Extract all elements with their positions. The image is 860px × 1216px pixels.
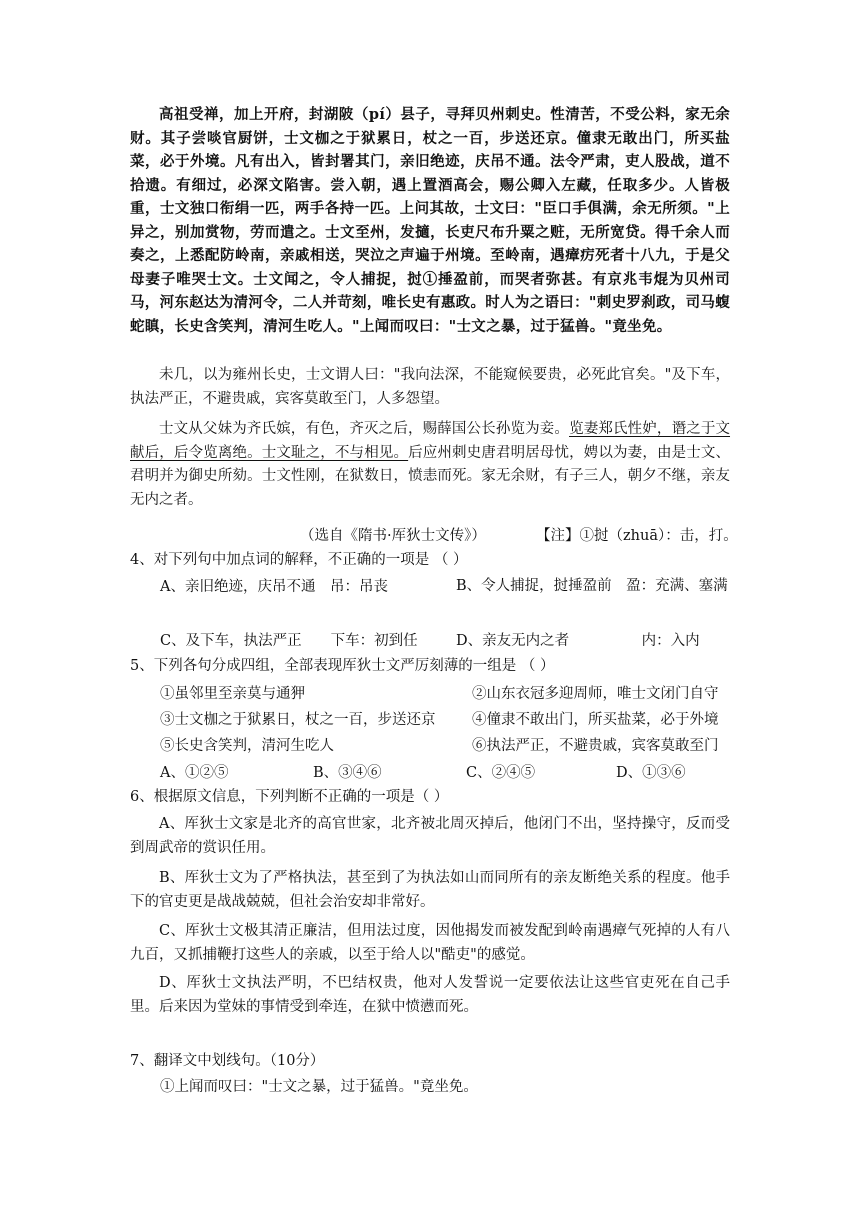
q5-item-1: ①虽邻里至亲莫与通狎 <box>160 686 305 702</box>
q6-option-c: C、厍狄士文极其清正廉洁，但用法过度，因他揭发而被发配到岭南遇瘴气死掉的人有八九百，又抓捕鞭打这些人的亲戚，以至于给人以"酷吏"的感觉。 <box>130 923 730 963</box>
q7-sentence-1: ①上闻而叹曰："士文之暴，过于猛兽。"竟坐免。 <box>160 1079 478 1095</box>
q5-option-b: B、③④⑥ <box>313 765 382 781</box>
q6-option-b: B、厍狄士文为了严格执法，甚至到了为执法如山而同所有的亲友断绝关系的程度。他手下的官吏更是战战兢兢，但社会治安却非常好。 <box>130 870 730 910</box>
q4-option-b: B、令人捕捉，挝捶盈前 盈：充满、塞满 <box>456 578 728 594</box>
q6-option-a: A、厍狄士文家是北齐的高官世家，北齐被北周灭掉后，他闭门不出，坚持操守，反而受到周武帝的赏识任用。 <box>130 816 730 856</box>
underlined-sentence-2: 览妻郑氏性妒，谮之于文献后，后令览离绝。士文耻之，不与相见。 <box>130 421 731 461</box>
q6-stem: 6、根据原文信息，下列判断不正确的一项是（ ） <box>130 789 449 805</box>
source-citation: （选自《隋书·厍狄士文传》） <box>300 528 486 544</box>
passage-paragraph-3 <box>130 418 730 512</box>
passage-paragraph-1: 高祖受禅，加上开府，封湖陂（pí）县子，寻拜贝州刺史。性清苦，不受公料，家无余财。其子尝啖官厨饼，士文枷之于狱累日，杖之一百，步送还京。僮隶无敢出门，所买盐菜，必于外境。凡有出入，皆封署其门，亲旧绝迹，庆吊不通。法令严肃，吏人股战，道不拾遗。有细过，必深文陷害。尝入朝，遇上置酒高会，赐公卿入左藏，任取多少。人皆极重，士文独口衔绢一匹，两手各持一匹。上问其故，士文曰："臣口手俱满，余无所须。"上异之，别加赏物，劳而遣之。士文至州，发擿，长吏尺布升粟之赃，无所宽贷。得千余人而奏之，上悉配防岭南，亲戚相送，哭泣之声遍于州境。至岭南，遇瘴疠死者十八九，于是父母妻子唯哭士文。士文闻之，令人捕捉，挝①捶盈前，而哭者弥甚。有京兆韦焜为贝州司马，河东赵达为清河令，二人并苛刻，唯长史有惠政。时人为之语曰："刺史罗刹政，司马蝮蛇瞋，长史含笑判，清河生吃人。"上闻而叹曰："士文之暴，过于猛兽。"竟坐免。 <box>130 106 730 335</box>
passage-p3-end: 后应州刺史唐君明居母忧，娉以为妻，由是士文、君明并为御史所劾。士文性刚，在狱数日，愤恚而死。家无余财，有子三人，朝夕不继，亲友无内之者。 <box>130 444 731 508</box>
q4-option-d: D、亲友无内之者 内：入内 <box>456 633 700 649</box>
q5-item-3: ③士文枷之于狱累日，杖之一百，步送还京 <box>160 712 436 728</box>
q6-option-d: D、厍狄士文执法严明，不巴结权贵，他对人发誓说一定要依法让这些官吏死在自己手里。后来因为堂妹的事情受到牵连，在狱中愤懑而死。 <box>130 975 730 1015</box>
q4-option-a: A、亲旧绝迹，庆吊不通 吊：吊丧 <box>160 579 388 595</box>
q5-item-5: ⑤长史含笑判，清河生吃人 <box>160 738 334 754</box>
q4-stem: 4、对下列句中加点词的解释，不正确的一项是 （ ） <box>130 552 468 568</box>
footnote: 【注】①挝（zhuā）：击，打。 <box>536 528 738 544</box>
q7-stem: 7、翻译文中划线句。（10分） <box>130 1053 325 1069</box>
q5-option-a: A、①②⑤ <box>160 765 229 781</box>
passage-p3-start: 士文从父妹为齐氏嫔，有色，齐灭之后，赐薛国公长孙览为妾。 <box>159 421 570 437</box>
q4-option-c: C、及下车，执法严正 下车：初到任 <box>160 633 418 649</box>
q5-item-2: ②山东衣冠多迎周师，唯士文闭门自守 <box>472 686 719 702</box>
q5-option-c: C、②④⑤ <box>466 765 536 781</box>
q5-option-d: D、①③⑥ <box>616 765 686 781</box>
q5-stem: 5、下列各句分成四组，全部表现厍狄士文严厉刻薄的一组是 （ ） <box>130 658 555 674</box>
q5-item-4: ④僮隶不敢出门，所买盐菜，必于外境 <box>472 712 719 728</box>
q5-item-6: ⑥执法严正，不避贵戚，宾客莫敢至门 <box>472 738 719 754</box>
passage-paragraph-2: 未几，以为雍州长史，士文谓人曰："我向法深，不能窥候要贵，必死此官矣。"及下车，执法严正，不避贵戚，宾客莫敢至门，人多怨望。 <box>130 367 730 407</box>
